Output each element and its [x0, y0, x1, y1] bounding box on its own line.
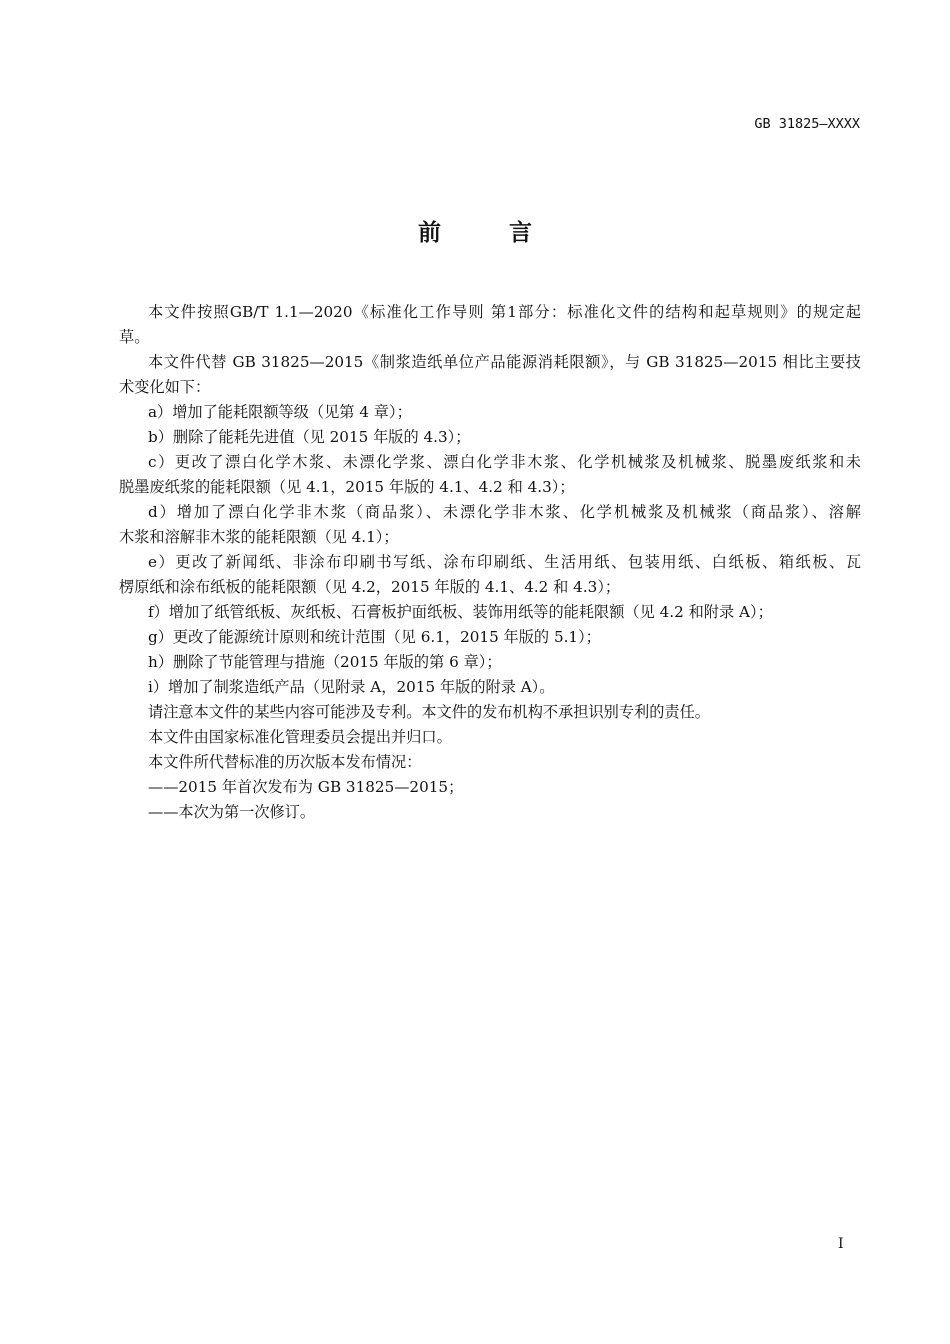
text-line: 请注意本文件的某些内容可能涉及专利。本文件的发布机构不承担识别专利的责任。 — [148, 703, 710, 721]
page-title: 前言 — [418, 220, 600, 246]
document-number-header: GB 31825—XXXX — [754, 116, 860, 132]
paragraph — [119, 675, 861, 700]
text-line: 本文件代替 GB 31825—2015《制浆造纸单位产品能源消耗限额》，与 GB 31825—2015 相比主要技 — [148, 353, 861, 371]
paragraph — [119, 450, 861, 500]
paragraph — [119, 725, 861, 750]
text-line: i）增加了制浆造纸产品（见附录 A，2015 年版的附录 A）。 — [148, 678, 555, 696]
text-line: a）增加了能耗限额等级（见第 4 章）； — [148, 403, 412, 421]
text-line: 术变化如下： — [119, 378, 211, 396]
paragraph — [119, 300, 861, 350]
paragraph — [119, 350, 861, 400]
paragraph — [119, 750, 861, 775]
text-line: e）更改了新闻纸、非涂布印刷书写纸、涂布印刷纸、生活用纸、包装用纸、白纸板、箱纸板、瓦 — [148, 553, 861, 571]
paragraph — [119, 700, 861, 725]
text-line: g）更改了能源统计原则和统计范围（见 6.1，2015 年版的 5.1）； — [148, 628, 601, 646]
text-line: h）删除了节能管理与措施（2015 年版的第 6 章）； — [148, 653, 502, 671]
text-line: ——本次为第一次修订。 — [148, 803, 316, 821]
text-line: 木浆和溶解非木浆的能耗限额（见 4.1）； — [119, 528, 399, 546]
paragraph — [119, 425, 861, 450]
paragraph — [119, 500, 861, 550]
text-line: ——2015 年首次发布为 GB 31825—2015； — [148, 778, 464, 796]
text-line: f）增加了纸管纸板、灰纸板、石膏板护面纸板、装饰用纸等的能耗限额（见 4.2 和附录 A）； — [148, 603, 773, 621]
paragraph — [119, 775, 861, 800]
paragraph — [119, 550, 861, 600]
text-line: 楞原纸和涂布纸板的能耗限额（见 4.2，2015 年版的 4.1、4.2 和 4.3）； — [119, 578, 621, 596]
page-number: I — [838, 1236, 844, 1252]
text-line: 本文件所代替标准的历次版本发布情况： — [148, 753, 422, 771]
paragraph — [119, 800, 861, 825]
text-line: 草。 — [119, 328, 150, 346]
text-line: 本文件按照GB/T 1.1—2020《标准化工作导则 第1部分：标准化文件的结构和起草规则》的规定起 — [148, 303, 861, 321]
paragraph — [119, 625, 861, 650]
paragraph — [119, 650, 861, 675]
text-line: b）删除了能耗先进值（见 2015 年版的 4.3）； — [148, 428, 471, 446]
paragraph — [119, 600, 861, 625]
text-line: c）更改了漂白化学木浆、未漂化学浆、漂白化学非木浆、化学机械浆及机械浆、脱墨废纸浆和未 — [148, 453, 861, 471]
text-line: d）增加了漂白化学非木浆（商品浆）、未漂化学非木浆、化学机械浆及机械浆（商品浆）、溶解 — [148, 503, 861, 521]
text-line: 脱墨废纸浆的能耗限额（见 4.1，2015 年版的 4.1、4.2 和 4.3）； — [119, 478, 575, 496]
foreword-body — [119, 300, 861, 825]
text-line: 本文件由国家标准化管理委员会提出并归口。 — [148, 728, 452, 746]
paragraph — [119, 400, 861, 425]
